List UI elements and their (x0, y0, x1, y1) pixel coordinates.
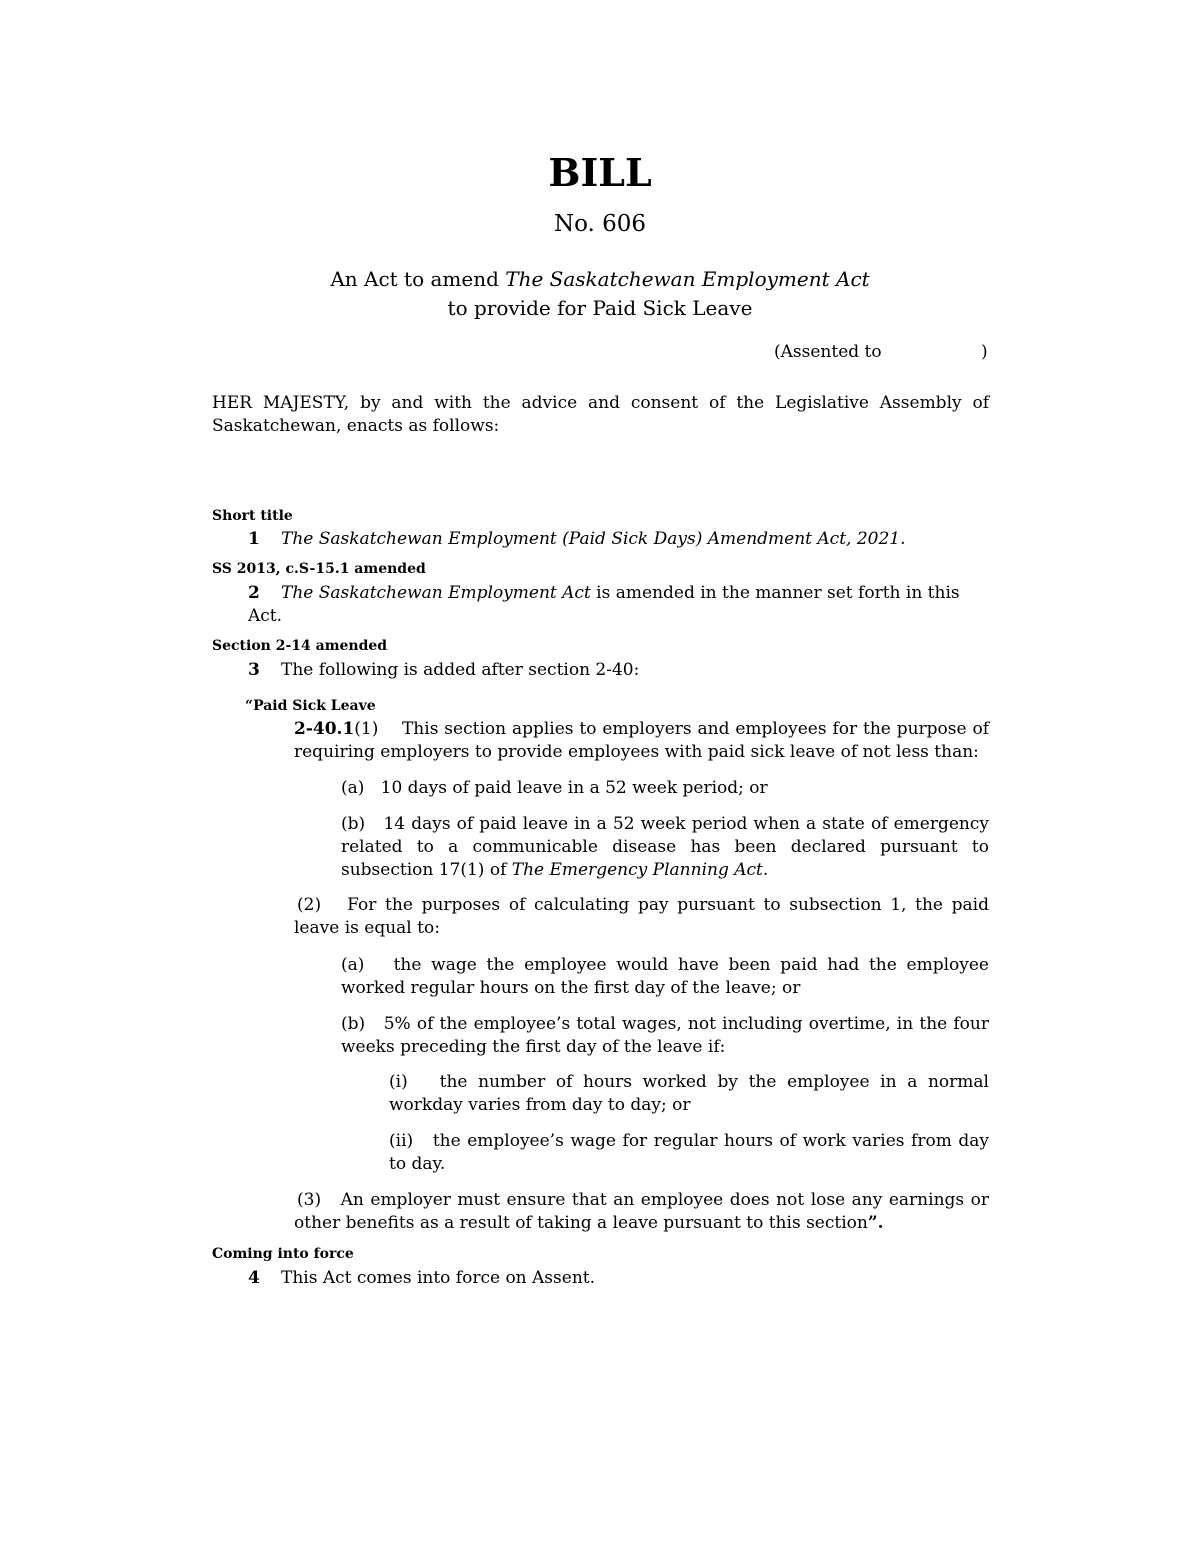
sub-1-b-text: 14 days of paid leave in a 52 week period when a state of emergency related to a communicable disease has been declared pursuant to subsection 17(1) of (341, 814, 989, 880)
sub-2-a (341, 954, 989, 1000)
sub-2 (294, 894, 989, 940)
act-title (0, 265, 1200, 323)
act-title-name: The Saskatchewan Employment Act (505, 267, 870, 291)
section-4-number: 4 (248, 1268, 260, 1288)
enacting-clause: HER MAJESTY, by and with the advice and consent of the Legislative Assembly of Saskatchewan, enacts as follows: (212, 393, 989, 436)
sub-2-b-ii-label: (ii) (389, 1131, 414, 1151)
sub-2-b-label: (b) (341, 1014, 366, 1034)
quote-close: ”. (867, 1213, 884, 1233)
bill-number: No. 606 (553, 211, 647, 237)
section-2-heading: SS 2013, c.S-15.1 amended (212, 561, 426, 577)
section-2-text-rest: is amended in the manner set forth in this Act. (248, 583, 960, 626)
section-1-number: 1 (248, 529, 260, 549)
sub-2-b-i-text: the number of hours worked by the employee in a normal workday varies from day to day; or (389, 1072, 989, 1115)
assent-open: (Assented to (774, 342, 882, 362)
emergency-planning-act: The Emergency Planning Act (511, 860, 763, 880)
subsection-heading (245, 698, 376, 714)
assent-close: ) (981, 342, 988, 362)
sub-1 (294, 718, 989, 764)
section-3-heading: Section 2-14 amended (212, 638, 388, 654)
section-3-number: 3 (248, 660, 260, 680)
sub-1-text: This section applies to employers and employees for the purpose of requiring employers to provide employees with paid sick leave of not less than: (294, 719, 989, 762)
bill-title: BILL (548, 150, 652, 195)
section-1-heading: Short title (212, 508, 293, 524)
section-1-text: The Saskatchewan Employment (Paid Sick Days) Amendment Act, 2021. (281, 529, 906, 549)
sub-1-b-end: . (762, 860, 769, 880)
section-2-number: 2 (248, 583, 260, 603)
sub-1-a (341, 777, 989, 800)
section-4-text: This Act comes into force on Assent. (281, 1268, 596, 1288)
act-title-line2: to provide for Paid Sick Leave (447, 296, 753, 320)
section-3-num (248, 659, 260, 682)
sub-1-b-label: (b) (341, 814, 366, 834)
paid-sick-leave-heading: Paid Sick Leave (253, 698, 376, 714)
sub-3-text: An employer must ensure that an employee does not lose any earnings or other benefits as a result of taking a leave pursuant to this section (294, 1190, 989, 1233)
section-4-num (248, 1267, 260, 1290)
sub-1-a-label: (a) (341, 778, 365, 798)
section-3-text: The following is added after section 2-40: (281, 660, 640, 680)
act-title-prefix: An Act to amend (330, 267, 506, 291)
sub-2-b-i (389, 1071, 989, 1117)
sub-2-a-label: (a) (341, 955, 365, 975)
sub-2-b-i-label: (i) (389, 1072, 408, 1092)
section-2-text (248, 582, 989, 628)
sub-2-label: (2) (297, 895, 322, 915)
sub-1-b (341, 813, 989, 882)
sub-2-a-text: the wage the employee would have been paid had the employee worked regular hours on the first day of the leave; or (341, 955, 989, 998)
section-2-40-1-number: 2-40.1 (294, 719, 355, 739)
assent-line (774, 342, 988, 362)
sub-2-b (341, 1013, 989, 1059)
sub-2-b-ii-text: the employee’s wage for regular hours of work varies from day to day. (389, 1131, 989, 1174)
quote-open: “ (245, 698, 254, 714)
section-2-act-name: The Saskatchewan Employment Act (281, 583, 591, 603)
sub-2-b-text: 5% of the employee’s total wages, not including overtime, in the four weeks preceding the first day of the leave if: (341, 1014, 989, 1057)
section-4-heading: Coming into force (212, 1246, 354, 1262)
sub-2-b-ii (389, 1130, 989, 1176)
sub-3 (294, 1189, 989, 1235)
sub-1-label: (1) (354, 719, 379, 739)
sub-2-text: For the purposes of calculating pay pursuant to subsection 1, the paid leave is equal to: (294, 895, 989, 938)
section-1-num (248, 528, 260, 551)
sub-1-a-text: 10 days of paid leave in a 52 week period; or (380, 778, 768, 798)
sub-3-label: (3) (297, 1190, 322, 1210)
